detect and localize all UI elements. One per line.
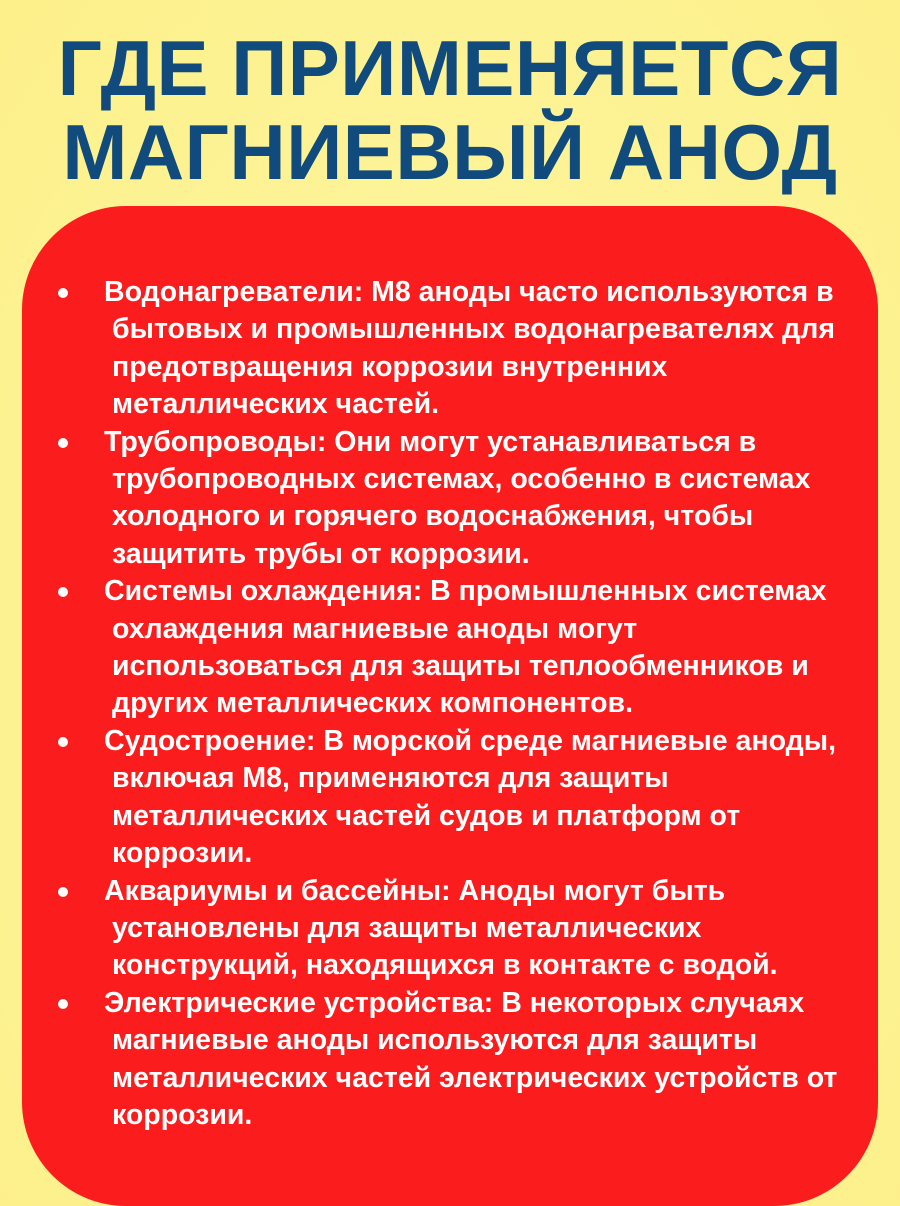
bullet-icon <box>58 737 68 747</box>
title-line-1: ГДЕ ПРИМЕНЯЕТСЯ <box>57 24 843 112</box>
list-item-text: Электрические устройства: В некоторых случаях магниевые аноды используются для защиты металлических частей электрических устройств от коррозии. <box>104 986 838 1131</box>
bullet-icon <box>58 288 68 298</box>
list-item-text: Водонагреватели: М8 аноды часто используются в бытовых и промышленных водонагревателях для предотвращения коррозии внутренних металлических частей. <box>104 276 835 421</box>
list-item <box>58 873 844 985</box>
bullet-icon <box>58 887 68 897</box>
list-item <box>58 424 844 574</box>
bullet-icon <box>58 587 68 597</box>
page-title <box>0 26 900 194</box>
list-item-text: Системы охлаждения: В промышленных системах охлаждения магниевые аноды могут использоваться для защиты теплообменников и других металлических компонентов. <box>104 575 827 720</box>
title-line-2: МАГНИЕВЫЙ АНОД <box>62 108 838 196</box>
list-item <box>58 573 844 723</box>
list-item <box>58 723 844 873</box>
list-item-text: Трубопроводы: Они могут устанавливаться в трубопроводных системах, особенно в системах холодного и горячего водоснабжения, чтобы защитить трубы от коррозии. <box>104 425 811 570</box>
list-item-text: Аквариумы и бассейны: Аноды могут быть установлены для защиты металлических конструкций, находящихся в контакте с водой. <box>104 874 778 982</box>
applications-card <box>22 206 878 1206</box>
list-item <box>58 274 844 424</box>
list-item-text: Судостроение: В морской среде магниевые аноды, включая М8, применяются для защиты металлических частей судов и платформ от коррозии. <box>104 724 836 870</box>
list-item <box>58 985 844 1135</box>
bullet-icon <box>58 438 68 448</box>
applications-list <box>58 274 844 1134</box>
bullet-icon <box>58 999 68 1009</box>
